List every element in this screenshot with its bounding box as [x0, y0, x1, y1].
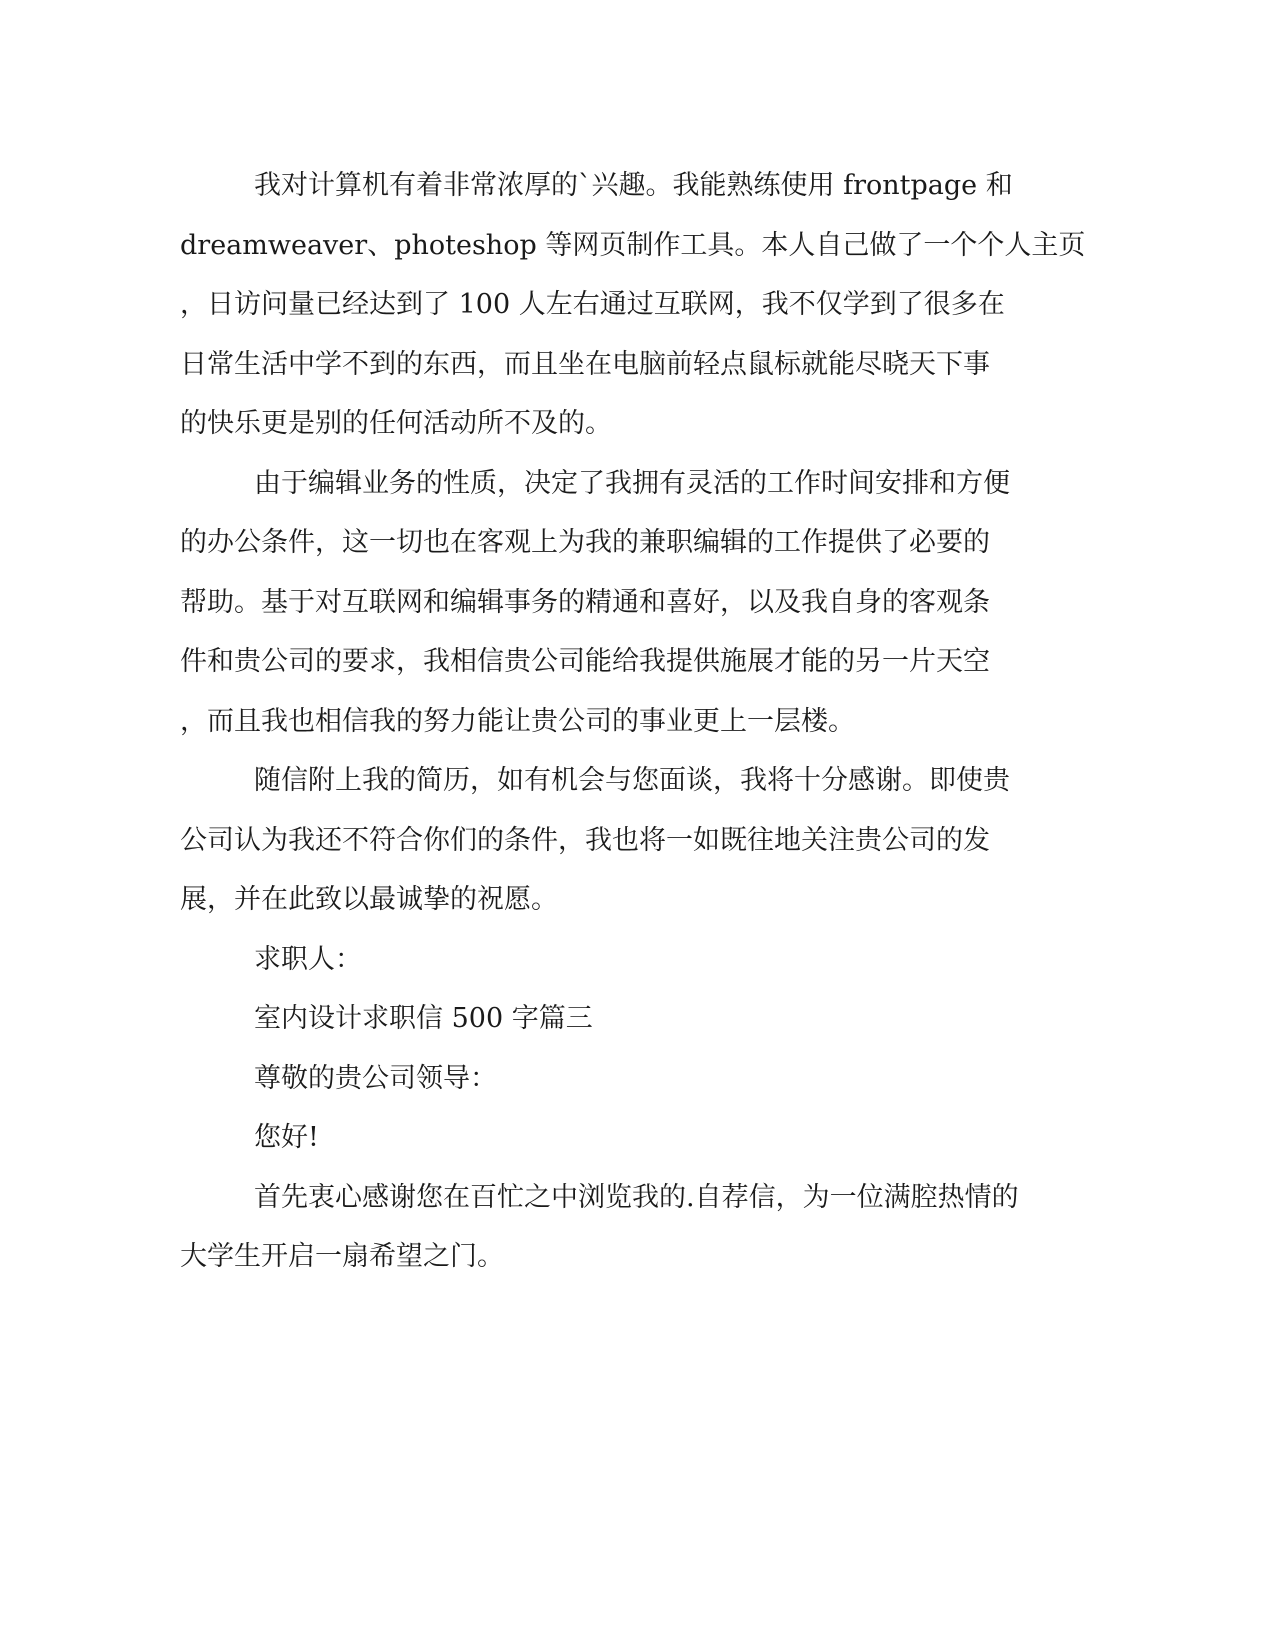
- text-line: 展，并在此致以最诚挚的祝愿。: [180, 884, 558, 915]
- letter-body: [180, 156, 1086, 1287]
- text-line: 的快乐更是别的任何活动所不及的。: [180, 408, 612, 439]
- salutation: 尊敬的贵公司领导：: [254, 1062, 497, 1094]
- text-line: 帮助。基于对互联网和编辑事务的精通和喜好，以及我自身的客观条: [180, 586, 990, 618]
- text-line: ，而且我也相信我的努力能让贵公司的事业更上一层楼。: [180, 705, 855, 737]
- text-line: 大学生开启一扇希望之门。: [180, 1241, 504, 1272]
- text-line: ，日访问量已经达到了 100 人左右通过互联网，我不仅学到了很多在: [180, 289, 1005, 320]
- text-line: 日常生活中学不到的东西，而且坐在电脑前轻点鼠标就能尽晓天下事: [180, 348, 990, 380]
- text-line: 我对计算机有着非常浓厚的`兴趣。我能熟练使用 frontpage 和: [254, 170, 1013, 201]
- signature-label: 求职人：: [254, 943, 362, 975]
- text-line: 首先衷心感谢您在百忙之中浏览我的.自荐信，为一位满腔热情的: [254, 1181, 1019, 1213]
- greeting: 您好!: [254, 1122, 319, 1153]
- section-heading: 室内设计求职信 500 字篇三: [254, 1003, 593, 1034]
- text-line: dreamweaver、photeshop 等网页制作工具。本人自己做了一个个人主页: [180, 229, 1086, 261]
- text-line: 的办公条件，这一切也在客观上为我的兼职编辑的工作提供了必要的: [180, 527, 990, 558]
- text-line: 公司认为我还不符合你们的条件，我也将一如既往地关注贵公司的发: [180, 824, 990, 856]
- text-line: 件和贵公司的要求，我相信贵公司能给我提供施展才能的另一片天空: [180, 646, 990, 677]
- text-line: 随信附上我的简历，如有机会与您面谈，我将十分感谢。即使贵: [254, 765, 1010, 796]
- text-line: 由于编辑业务的性质，决定了我拥有灵活的工作时间安排和方便: [254, 467, 1010, 499]
